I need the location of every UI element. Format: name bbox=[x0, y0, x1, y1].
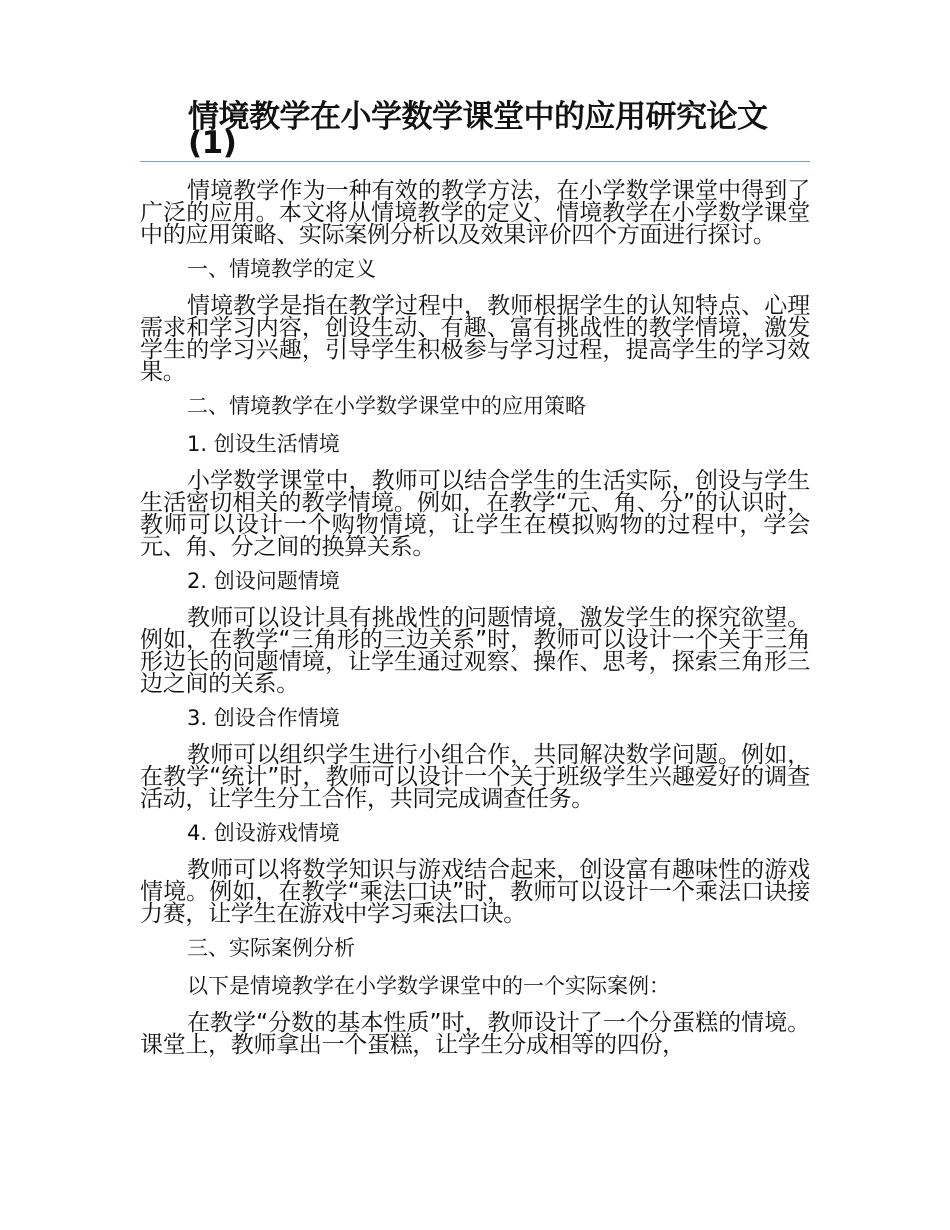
life-situation-paragraph: 小学数学课堂中，教师可以结合学生的生活实际，创设与学生生活密切相关的教学情境。例如，在教学“元、角、分”的认识时，教师可以设计一个购物情境，让学生在模拟购物的过程中，学会元、角、分之间的换算关系。 bbox=[140, 468, 810, 560]
subheading-life-situation: 1. 创设生活情境 bbox=[187, 432, 340, 456]
cooperation-situation-paragraph: 教师可以组织学生进行小组合作，共同解决数学问题。例如，在教学“统计”时，教师可以设计一个关于班级学生兴趣爱好的调查活动，让学生分工合作，共同完成调查任务。 bbox=[140, 742, 810, 812]
subheading-game-situation: 4. 创设游戏情境 bbox=[187, 821, 340, 845]
section-heading-strategies: 二、情境教学在小学数学课堂中的应用策略 bbox=[187, 394, 586, 418]
title-divider bbox=[140, 161, 810, 162]
case-intro-line: 以下是情境教学在小学数学课堂中的一个实际案例： bbox=[187, 974, 670, 998]
game-situation-paragraph: 教师可以将数学知识与游戏结合起来，创设富有趣味性的游戏情境。例如，在教学“乘法口诀”时，教师可以设计一个乘法口诀接力赛，让学生在游戏中学习乘法口诀。 bbox=[140, 857, 810, 927]
document-body bbox=[140, 180, 810, 1067]
case-paragraph: 在教学“分数的基本性质”时，教师设计了一个分蛋糕的情境。课堂上，教师拿出一个蛋糕，让学生分成相等的四份， bbox=[140, 1010, 810, 1058]
section-heading-case-analysis: 三、实际案例分析 bbox=[187, 936, 355, 960]
problem-situation-paragraph: 教师可以设计具有挑战性的问题情境，激发学生的探究欲望。例如，在教学“三角形的三边关系”时，教师可以设计一个关于三角形边长的问题情境，让学生通过观察、操作、思考，探索三角形三边之间的关系。 bbox=[140, 605, 810, 697]
definition-paragraph: 情境教学是指在教学过程中，教师根据学生的认知特点、心理需求和学习内容，创设生动、有趣、富有挑战性的教学情境，激发学生的学习兴趣，引导学生积极参与学习过程，提高学生的学习效果。 bbox=[140, 293, 810, 385]
section-heading-definition: 一、情境教学的定义 bbox=[187, 257, 376, 281]
intro-paragraph: 情境教学作为一种有效的教学方法，在小学数学课堂中得到了广泛的应用。本文将从情境教学的定义、情境教学在小学数学课堂中的应用策略、实际案例分析以及效果评价四个方面进行探讨。 bbox=[140, 178, 810, 248]
document-title: 情境教学在小学数学课堂中的应用研究论文 (1) bbox=[188, 99, 768, 161]
subheading-problem-situation: 2. 创设问题情境 bbox=[187, 569, 340, 593]
subheading-cooperation-situation: 3. 创设合作情境 bbox=[187, 706, 340, 730]
